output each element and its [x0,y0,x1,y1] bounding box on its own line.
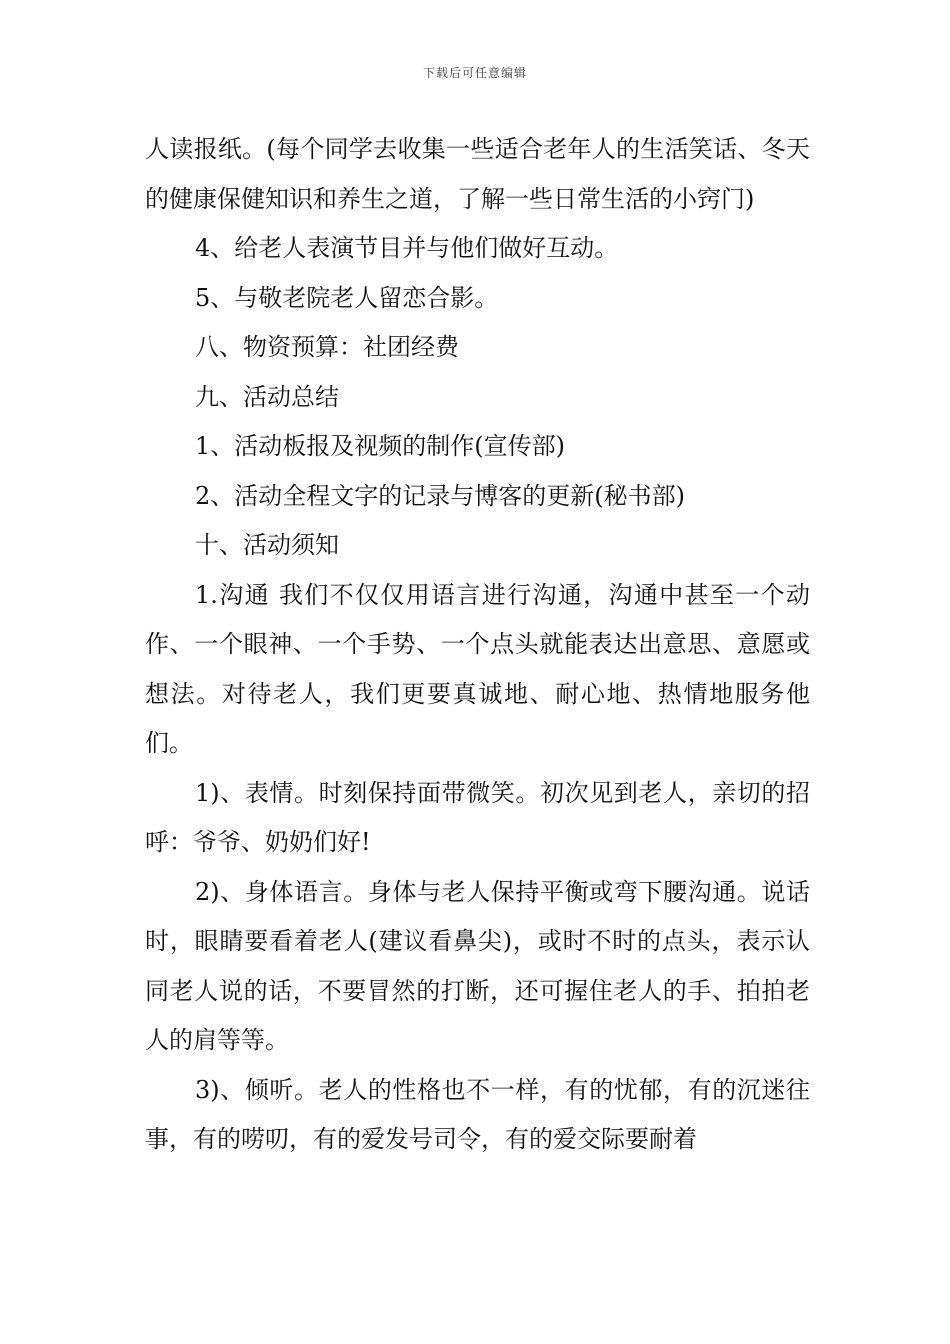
page-header: 下载后可任意编辑 [422,66,527,80]
document-body [145,125,810,1165]
paragraph-4: 八、物资预算：社团经费 [195,333,459,361]
paragraph-1: 人读报纸。(每个同学去收集一些适合老年人的生活笑话、冬天的健康保健知识和养生之道，了解一些日常生活的小窍门) [145,135,810,213]
paragraph-8: 十、活动须知 [195,531,339,559]
paragraph-3: 5、与敬老院老人留恋合影。 [195,283,499,312]
paragraph-11: 2)、身体语言。身体与老人保持平衡或弯下腰沟通。说话时，眼睛要看着老人(建议看鼻尖)，或时不时的点头，表示认同老人说的话，不要冒然的打断，还可握住老人的手、拍拍老人的肩等等。 [145,877,810,1054]
paragraph-6: 1、活动板报及视频的制作(宣传部) [195,432,565,460]
paragraph-12: 3)、倾听。老人的性格也不一样，有的忧郁，有的沉迷往事，有的唠叨，有的爱发号司令，有的爱交际要耐着 [145,1075,810,1153]
paragraph-5: 九、活动总结 [195,382,339,411]
paragraph-2: 4、给老人表演节目并与他们做好互动。 [195,234,619,262]
paragraph-10: 1)、表情。时刻保持面带微笑。初次见到老人，亲切的招呼：爷爷、奶奶们好! [145,778,810,856]
paragraph-9: 1.沟通 我们不仅仅用语言进行沟通，沟通中甚至一个动作、一个眼神、一个手势、一个点头就能表达出意思、意愿或想法。对待老人，我们更要真诚地、耐心地、热情地服务他们。 [145,580,810,757]
paragraph-7: 2、活动全程文字的记录与博客的更新(秘书部) [195,481,685,510]
